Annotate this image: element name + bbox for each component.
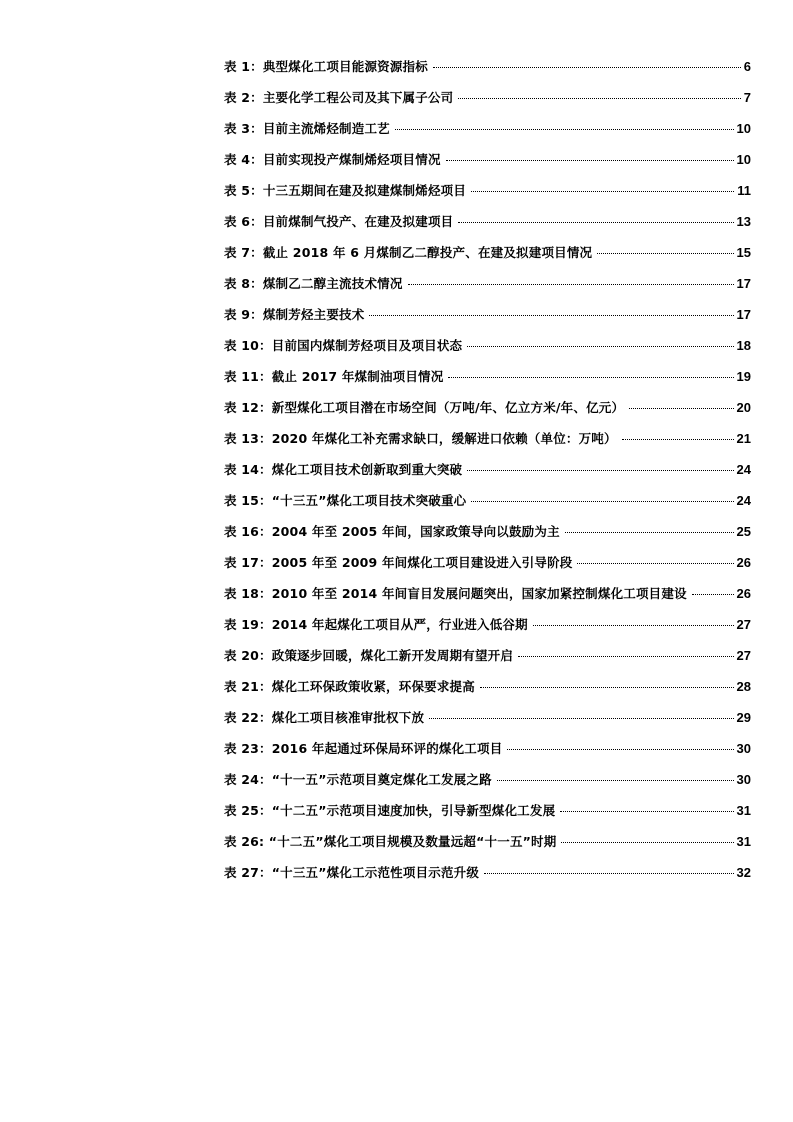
toc-entry-title: 表 11：截止 2017 年煤制油项目情况 xyxy=(224,369,444,384)
toc-entry-title: 表 20：政策逐步回暖，煤化工新开发周期有望开启 xyxy=(224,648,514,663)
toc-entry-title: 表 13：2020 年煤化工补充需求缺口，缓解进口依赖（单位：万吨） xyxy=(224,431,617,446)
toc-entry[interactable] xyxy=(224,88,751,119)
dot-leader xyxy=(408,284,734,285)
toc-entry-title: 表 3：目前主流烯烃制造工艺 xyxy=(224,121,390,136)
toc-entry[interactable] xyxy=(224,770,751,801)
dot-leader xyxy=(395,129,734,130)
dot-leader xyxy=(467,346,733,347)
toc-entry-title: 表 10：目前国内煤制芳烃项目及项目状态 xyxy=(224,338,463,353)
toc-entry-page-number: 31 xyxy=(736,803,751,818)
toc-entry-page-number: 26 xyxy=(736,586,751,601)
toc-entry-title: 表 7：截止 2018 年 6 月煤制乙二醇投产、在建及拟建项目情况 xyxy=(224,245,593,260)
toc-entry-title: 表 26: “十二五”煤化工项目规模及数量远超“十一五”时期 xyxy=(224,834,557,849)
toc-entry-page-number: 18 xyxy=(736,338,751,353)
toc-entry-title: 表 21：煤化工环保政策收紧，环保要求提高 xyxy=(224,679,475,694)
toc-entry[interactable] xyxy=(224,305,751,336)
table-of-tables xyxy=(224,57,751,894)
toc-entry-title: 表 27：“十三五”煤化工示范性项目示范升级 xyxy=(224,865,480,880)
dot-leader xyxy=(597,253,733,254)
toc-entry-title: 表 5：十三五期间在建及拟建煤制烯烃项目 xyxy=(224,183,467,198)
toc-entry-page-number: 6 xyxy=(743,59,751,74)
toc-entry-title: 表 18：2010 年至 2014 年间盲目发展问题突出，国家加紧控制煤化工项目建设 xyxy=(224,586,687,601)
dot-leader xyxy=(458,98,740,99)
toc-entry-title: 表 23：2016 年起通过环保局环评的煤化工项目 xyxy=(224,741,503,756)
toc-entry[interactable] xyxy=(224,491,751,522)
toc-entry[interactable] xyxy=(224,522,751,553)
dot-leader xyxy=(433,67,741,68)
toc-entry[interactable] xyxy=(224,584,751,615)
toc-entry[interactable] xyxy=(224,739,751,770)
dot-leader xyxy=(448,377,733,378)
dot-leader xyxy=(429,718,733,719)
toc-entry[interactable] xyxy=(224,553,751,584)
toc-entry[interactable] xyxy=(224,863,751,894)
toc-entry-page-number: 29 xyxy=(736,710,751,725)
toc-entry-page-number: 25 xyxy=(736,524,751,539)
dot-leader xyxy=(458,222,733,223)
dot-leader xyxy=(471,191,734,192)
toc-entry-page-number: 21 xyxy=(736,431,751,446)
toc-entry-page-number: 19 xyxy=(736,369,751,384)
toc-entry-title: 表 24：“十一五”示范项目奠定煤化工发展之路 xyxy=(224,772,492,787)
dot-leader xyxy=(692,594,734,595)
toc-entry[interactable] xyxy=(224,336,751,367)
toc-entry-page-number: 26 xyxy=(736,555,751,570)
toc-entry-page-number: 13 xyxy=(736,214,751,229)
dot-leader xyxy=(561,842,733,843)
dot-leader xyxy=(560,811,733,812)
toc-entry-title: 表 15：“十三五”煤化工项目技术突破重心 xyxy=(224,493,467,508)
toc-entry-title: 表 4：目前实现投产煤制烯烃项目情况 xyxy=(224,152,441,167)
toc-entry-page-number: 20 xyxy=(736,400,751,415)
toc-entry-title: 表 1：典型煤化工项目能源资源指标 xyxy=(224,59,428,74)
toc-entry-title: 表 19：2014 年起煤化工项目从严，行业进入低谷期 xyxy=(224,617,528,632)
toc-entry-title: 表 25：“十二五”示范项目速度加快，引导新型煤化工发展 xyxy=(224,803,556,818)
toc-entry-title: 表 8：煤制乙二醇主流技术情况 xyxy=(224,276,403,291)
toc-entry-page-number: 31 xyxy=(736,834,751,849)
toc-entry-page-number: 30 xyxy=(736,772,751,787)
toc-entry-page-number: 27 xyxy=(736,648,751,663)
toc-entry-page-number: 10 xyxy=(736,152,751,167)
toc-entry-title: 表 17：2005 年至 2009 年间煤化工项目建设进入引导阶段 xyxy=(224,555,573,570)
toc-entry-page-number: 30 xyxy=(736,741,751,756)
toc-entry[interactable] xyxy=(224,460,751,491)
dot-leader xyxy=(507,749,733,750)
toc-entry[interactable] xyxy=(224,150,751,181)
dot-leader xyxy=(471,501,733,502)
dot-leader xyxy=(518,656,733,657)
toc-entry-title: 表 16：2004 年至 2005 年间，国家政策导向以鼓励为主 xyxy=(224,524,560,539)
toc-entry[interactable] xyxy=(224,832,751,863)
toc-entry[interactable] xyxy=(224,801,751,832)
toc-entry[interactable] xyxy=(224,708,751,739)
toc-entry-page-number: 24 xyxy=(736,462,751,477)
dot-leader xyxy=(622,439,734,440)
toc-entry[interactable] xyxy=(224,243,751,274)
toc-entry-title: 表 6：目前煤制气投产、在建及拟建项目 xyxy=(224,214,454,229)
toc-entry-page-number: 28 xyxy=(736,679,751,694)
toc-entry-page-number: 17 xyxy=(736,307,751,322)
toc-entry[interactable] xyxy=(224,119,751,150)
dot-leader xyxy=(480,687,734,688)
toc-entry-page-number: 7 xyxy=(743,90,751,105)
dot-leader xyxy=(369,315,733,316)
toc-entry[interactable] xyxy=(224,367,751,398)
toc-entry[interactable] xyxy=(224,212,751,243)
dot-leader xyxy=(467,470,733,471)
toc-entry-page-number: 27 xyxy=(736,617,751,632)
dot-leader xyxy=(629,408,733,409)
toc-entry-page-number: 32 xyxy=(736,865,751,880)
toc-entry[interactable] xyxy=(224,181,751,212)
toc-entry-page-number: 10 xyxy=(736,121,751,136)
toc-entry-title: 表 9：煤制芳烃主要技术 xyxy=(224,307,365,322)
toc-entry-page-number: 24 xyxy=(736,493,751,508)
dot-leader xyxy=(565,532,734,533)
toc-entry[interactable] xyxy=(224,615,751,646)
toc-entry[interactable] xyxy=(224,57,751,88)
toc-entry-page-number: 15 xyxy=(736,245,751,260)
toc-entry-page-number: 11 xyxy=(737,183,751,198)
toc-entry-page-number: 17 xyxy=(736,276,751,291)
toc-entry-title: 表 12：新型煤化工项目潜在市场空间（万吨/年、亿立方米/年、亿元） xyxy=(224,400,625,415)
toc-entry[interactable] xyxy=(224,274,751,305)
dot-leader xyxy=(577,563,733,564)
toc-entry-title: 表 2：主要化学工程公司及其下属子公司 xyxy=(224,90,454,105)
dot-leader xyxy=(446,160,734,161)
toc-entry[interactable] xyxy=(224,398,751,429)
toc-entry[interactable] xyxy=(224,646,751,677)
toc-entry-title: 表 22：煤化工项目核准审批权下放 xyxy=(224,710,425,725)
toc-entry-title: 表 14：煤化工项目技术创新取到重大突破 xyxy=(224,462,463,477)
toc-entry[interactable] xyxy=(224,677,751,708)
toc-entry[interactable] xyxy=(224,429,751,460)
dot-leader xyxy=(533,625,734,626)
dot-leader xyxy=(484,873,733,874)
dot-leader xyxy=(497,780,734,781)
